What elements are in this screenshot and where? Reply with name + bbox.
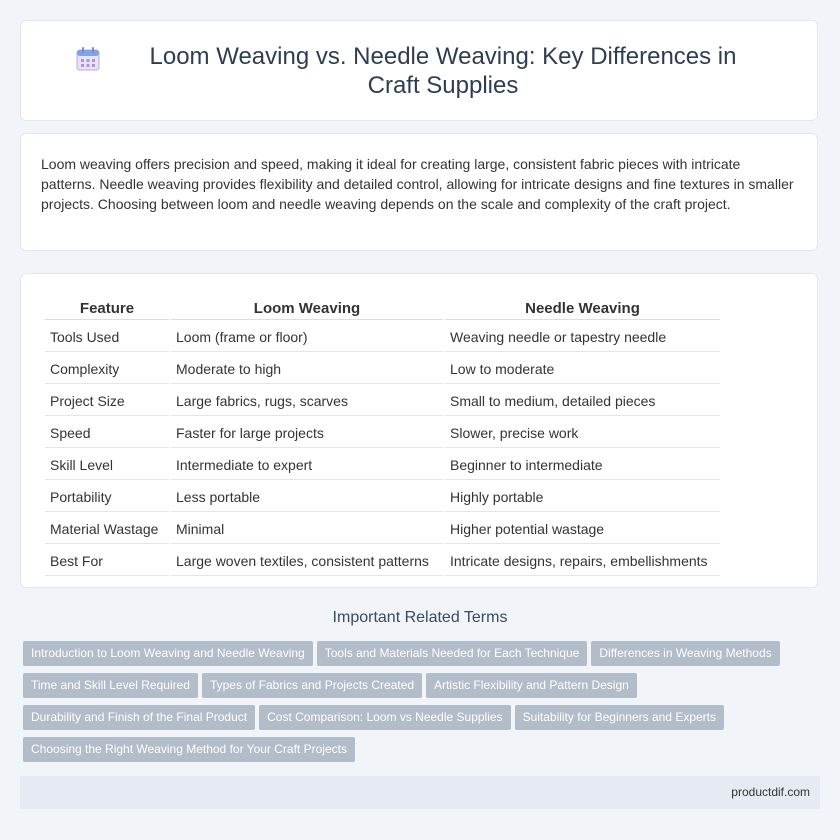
header-loom-weaving: Loom Weaving: [171, 296, 443, 320]
table-row: [45, 450, 720, 480]
comparison-table: [43, 294, 722, 578]
header-card: [20, 20, 818, 121]
loom-cell: Large woven textiles, consistent patterns: [171, 546, 443, 576]
page-title: Loom Weaving vs. Needle Weaving: Key Differences in Craft Supplies: [149, 42, 737, 99]
table-row: [45, 482, 720, 512]
related-term-tag[interactable]: Tools and Materials Needed for Each Technique: [317, 641, 588, 666]
needle-cell: Beginner to intermediate: [445, 450, 720, 480]
header-feature: Feature: [45, 296, 169, 320]
needle-cell: Highly portable: [445, 482, 720, 512]
loom-cell: Faster for large projects: [171, 418, 443, 448]
table-row: [45, 386, 720, 416]
loom-cell: Minimal: [171, 514, 443, 544]
related-term-tag[interactable]: Time and Skill Level Required: [23, 673, 198, 698]
feature-cell: Speed: [45, 418, 169, 448]
footer: [20, 776, 820, 809]
loom-cell: Intermediate to expert: [171, 450, 443, 480]
feature-cell: Skill Level: [45, 450, 169, 480]
related-term-tag[interactable]: Types of Fabrics and Projects Created: [202, 673, 422, 698]
table-row: [45, 514, 720, 544]
related-terms-list: [23, 641, 823, 769]
related-term-tag[interactable]: Differences in Weaving Methods: [591, 641, 779, 666]
needle-cell: Slower, precise work: [445, 418, 720, 448]
loom-cell: Loom (frame or floor): [171, 322, 443, 352]
related-term-tag[interactable]: Artistic Flexibility and Pattern Design: [426, 673, 637, 698]
needle-cell: Weaving needle or tapestry needle: [445, 322, 720, 352]
table-header-row: [45, 296, 720, 320]
needle-cell: Higher potential wastage: [445, 514, 720, 544]
related-term-tag[interactable]: Introduction to Loom Weaving and Needle Weaving: [23, 641, 313, 666]
related-term-tag[interactable]: Choosing the Right Weaving Method for Your Craft Projects: [23, 737, 355, 762]
intro-paragraph: Loom weaving offers precision and speed, making it ideal for creating large, consistent fabric pieces with intricate patterns. Needle weaving provides flexibility and detailed control, allowing for intricate designs and fine textures in smaller projects. Choosing between loom and needle weaving depends on the scale and complexity of the craft project.: [41, 156, 794, 212]
feature-cell: Tools Used: [45, 322, 169, 352]
table-row: [45, 418, 720, 448]
table-row: [45, 354, 720, 384]
table-row: [45, 546, 720, 576]
loom-cell: Less portable: [171, 482, 443, 512]
loom-cell: Moderate to high: [171, 354, 443, 384]
related-term-tag[interactable]: Durability and Finish of the Final Product: [23, 705, 255, 730]
table-row: [45, 322, 720, 352]
related-term-tag[interactable]: Cost Comparison: Loom vs Needle Supplies: [259, 705, 510, 730]
header-needle-weaving: Needle Weaving: [445, 296, 720, 320]
calendar-icon: [75, 46, 101, 72]
needle-cell: Intricate designs, repairs, embellishments: [445, 546, 720, 576]
feature-cell: Project Size: [45, 386, 169, 416]
related-terms-heading: Important Related Terms: [332, 609, 508, 626]
needle-cell: Low to moderate: [445, 354, 720, 384]
feature-cell: Material Wastage: [45, 514, 169, 544]
feature-cell: Portability: [45, 482, 169, 512]
comparison-card: [20, 273, 818, 588]
feature-cell: Complexity: [45, 354, 169, 384]
footer-site-link[interactable]: productdif.com: [731, 785, 810, 799]
loom-cell: Large fabrics, rugs, scarves: [171, 386, 443, 416]
intro-card: [20, 133, 818, 251]
feature-cell: Best For: [45, 546, 169, 576]
related-term-tag[interactable]: Suitability for Beginners and Experts: [515, 705, 724, 730]
needle-cell: Small to medium, detailed pieces: [445, 386, 720, 416]
